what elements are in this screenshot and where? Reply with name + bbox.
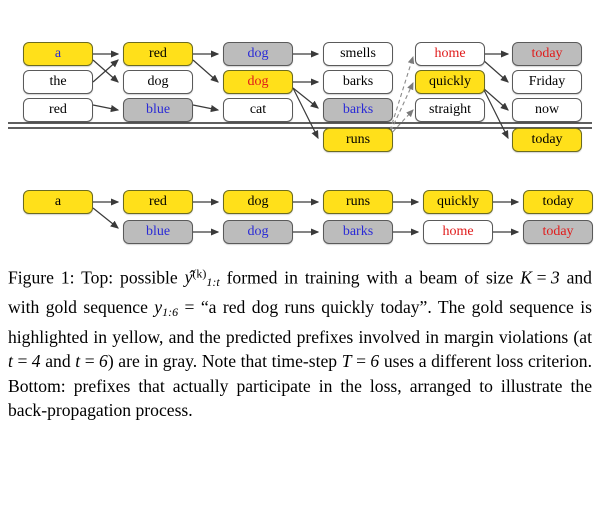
caption-beam-size: K = 3 bbox=[520, 267, 560, 288]
caption-part-possible: possible bbox=[120, 267, 178, 288]
node-top-t4-2[interactable]: barks bbox=[323, 70, 393, 94]
node-bottom-t1-1[interactable]: a bbox=[23, 190, 93, 214]
node-top-t4-1[interactable]: smells bbox=[323, 42, 393, 66]
node-top-t2-2[interactable]: dog bbox=[123, 70, 193, 94]
node-bottom-t4-2[interactable]: barks bbox=[323, 220, 393, 244]
node-top-t3-3[interactable]: cat bbox=[223, 98, 293, 122]
caption-gold-term bbox=[154, 297, 178, 317]
caption-gold-symbol: y bbox=[154, 296, 163, 317]
caption-part-gray: ) are in gray. Note that time-step bbox=[107, 351, 338, 372]
caption-t6: t = 6 bbox=[75, 351, 108, 372]
caption-part-bottom: uses a different loss criterion. Bottom: prefixes that actually participate in the loss, arranged to illustrate the back-propagation process. bbox=[8, 351, 592, 421]
node-bottom-t3-2[interactable]: dog bbox=[223, 220, 293, 244]
caption-part-highlight: = “a red dog runs quickly today”. The gold sequence is highlighted in yellow, and the predicted prefixes involved in margin violations (at bbox=[8, 296, 592, 347]
node-bottom-t4-1[interactable]: runs bbox=[323, 190, 393, 214]
caption-yhat-term bbox=[184, 267, 220, 290]
node-top-t3-1[interactable]: dog bbox=[223, 42, 293, 66]
caption-t4: t = 4 bbox=[8, 351, 41, 372]
node-top-t6-2[interactable]: Friday bbox=[512, 70, 582, 94]
figure-1-diagram bbox=[0, 0, 600, 262]
caption-T6: T = 6 bbox=[341, 351, 380, 372]
caption-gold-subscript: 1:6 bbox=[162, 304, 179, 319]
node-top-t6-3[interactable]: now bbox=[512, 98, 582, 122]
caption-and: and bbox=[45, 351, 71, 372]
node-bottom-t6-2[interactable]: today bbox=[523, 220, 593, 244]
node-bottom-t3-1[interactable]: dog bbox=[223, 190, 293, 214]
node-top-t1-3[interactable]: red bbox=[23, 98, 93, 122]
diagram-edges bbox=[0, 0, 600, 262]
node-bottom-t2-2[interactable]: blue bbox=[123, 220, 193, 244]
figure-caption bbox=[8, 262, 592, 423]
node-top-t1-2[interactable]: the bbox=[23, 70, 93, 94]
node-bottom-t6-1[interactable]: today bbox=[523, 190, 593, 214]
node-top-t6-4[interactable]: today bbox=[512, 128, 582, 152]
node-top-t2-1[interactable]: red bbox=[123, 42, 193, 66]
caption-yhat-symbol: y bbox=[184, 267, 193, 288]
node-top-t5-2[interactable]: quickly bbox=[415, 70, 485, 94]
caption-yhat-superscript: (k) bbox=[192, 267, 207, 281]
node-bottom-t5-1[interactable]: quickly bbox=[423, 190, 493, 214]
node-bottom-t5-2[interactable]: home bbox=[423, 220, 493, 244]
node-top-t3-2[interactable]: dog bbox=[223, 70, 293, 94]
caption-part-gold: and with gold sequence bbox=[8, 267, 592, 317]
node-top-t5-1[interactable]: home bbox=[415, 42, 485, 66]
node-top-t4-4[interactable]: runs bbox=[323, 128, 393, 152]
node-top-t5-3[interactable]: straight bbox=[415, 98, 485, 122]
caption-part-top: Top: bbox=[81, 267, 114, 288]
node-top-t2-3[interactable]: blue bbox=[123, 98, 193, 122]
caption-part-formed: formed in training with a beam of size bbox=[226, 267, 514, 288]
caption-label: Figure 1: bbox=[8, 267, 75, 288]
node-top-t4-3[interactable]: barks bbox=[323, 98, 393, 122]
caption-yhat-subscript: 1:t bbox=[206, 275, 220, 290]
node-top-t1-1[interactable]: a bbox=[23, 42, 93, 66]
node-top-t6-1[interactable]: today bbox=[512, 42, 582, 66]
node-bottom-t2-1[interactable]: red bbox=[123, 190, 193, 214]
